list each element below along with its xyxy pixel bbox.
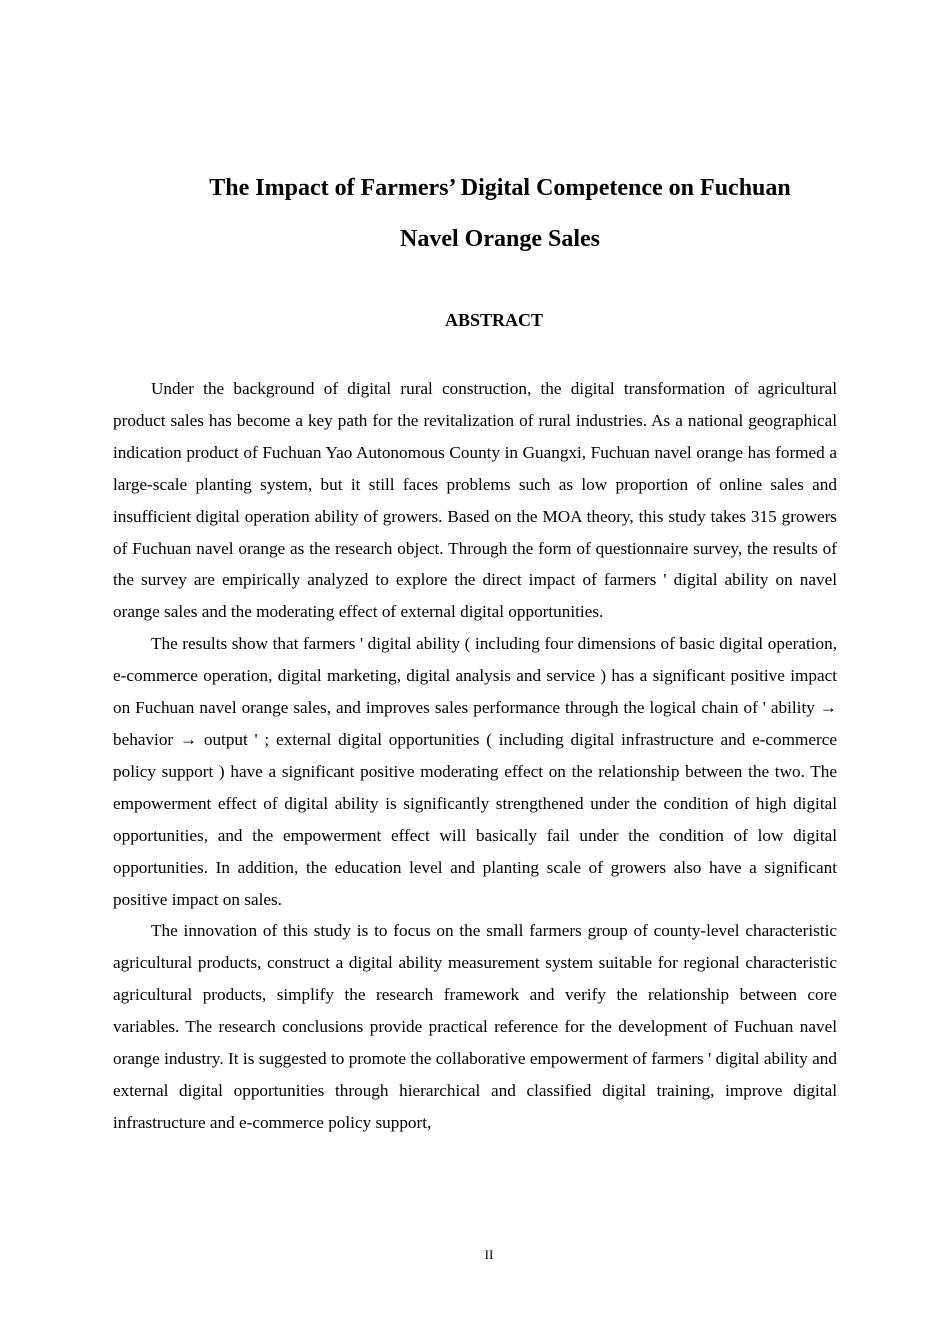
paper-title-line-2: Navel Orange Sales — [400, 226, 600, 252]
abstract-paragraph-3: The innovation of this study is to focus on the small farmers group of county-level characteristic agricultural products, construct a digital ability measurement system suitable for regional characteristic agricultural products, simplify the research framework and verify the relationship between core variables. The research conclusions provide practical reference for the development of Fuchuan navel orange industry. It is suggested to promote the collaborative empowerment of farmers ' digital ability and external digital opportunities through hierarchical and classified digital training, improve digital infrastructure and e-commerce policy support, — [113, 921, 837, 1132]
abstract-paragraph-1: Under the background of digital rural construction, the digital transformation of agricultural product sales has become a key path for the revitalization of rural industries. As a national geographical indication product of Fuchuan Yao Autonomous County in Guangxi, Fuchuan navel orange has formed a large-scale planting system, but it still faces problems such as low proportion of online sales and insufficient digital operation ability of growers. Based on the MOA theory, this study takes 315 growers of Fuchuan navel orange as the research object. Through the form of questionnaire survey, the results of the survey are empirically analyzed to explore the direct impact of farmers ' digital ability on navel orange sales and the moderating effect of external digital opportunities. — [113, 379, 837, 622]
abstract-body — [113, 373, 837, 1139]
abstract-paragraph-2: The results show that farmers ' digital ability ( including four dimensions of basic digital operation, e-commerce operation, digital marketing, digital analysis and service ) has a significant positive impact on Fuchuan navel orange sales, and improves sales performance through the logical chain of ' ability → behavior → output ' ; external digital opportunities ( including digital infrastructure and e-commerce policy support ) have a significant positive moderating effect on the relationship between the two. The empowerment effect of digital ability is significantly strengthened under the condition of high digital opportunities, and the empowerment effect will basically fail under the condition of low digital opportunities. In addition, the education level and planting scale of growers also have a significant positive impact on sales. — [113, 634, 837, 909]
page-number: II — [484, 1247, 494, 1262]
abstract-heading: ABSTRACT — [444, 310, 544, 330]
paper-title-line-1: The Impact of Farmers’ Digital Competence on Fuchuan — [209, 175, 791, 201]
